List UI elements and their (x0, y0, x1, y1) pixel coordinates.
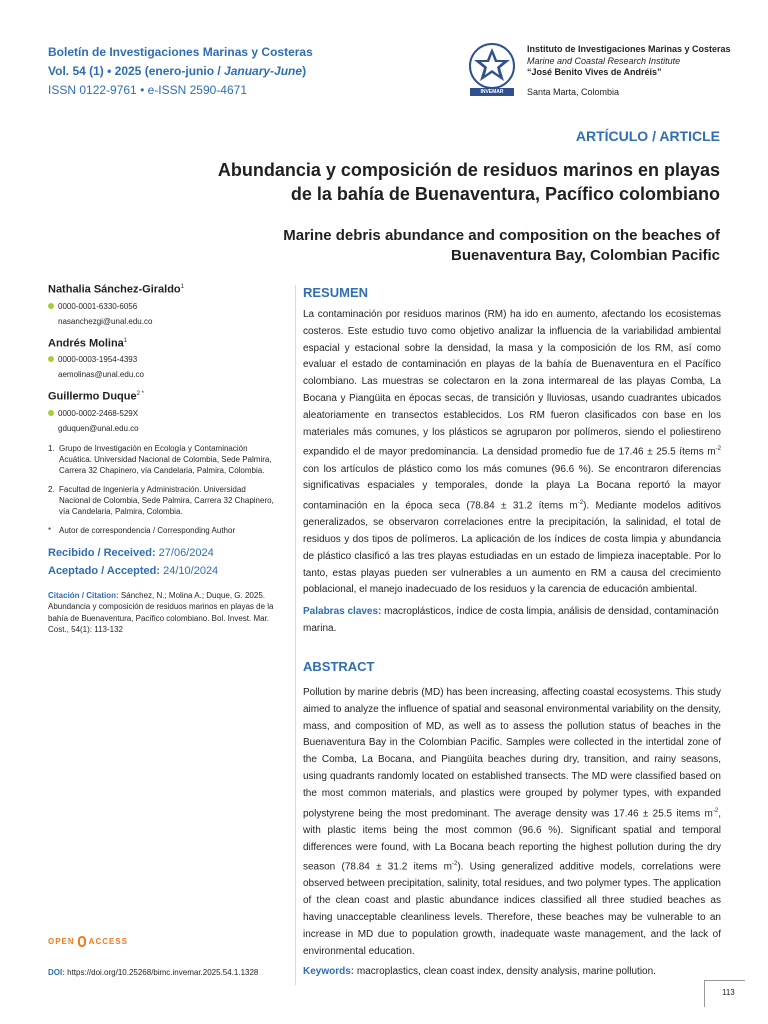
resumen-text: La contaminación por residuos marinos (RM) ha ido en aumento, afectando los ecosistemas costeros. Este estudio tuvo como objetivo analizar la influencia de la variabilidad ambiental espacial y estacional sobre la densidad, la masa y la composición de los RM, así como evaluar el estado de contaminación en playas de la bahía de Buenaventura en el Pacífico colombiano. Las muestras se colectaron en la zona intermareal de las playas Comba, La Bocana y Piangüita en épocas secas, de transición y lluviosas, usando cuadrantes ubicados aleatoriamente en transectos establecidos. Los RM fueron clasificados con base en los materiales más comunes, y los plásticos se agruparon por polímeros, siendo el poliestireno expandido el de mayor predominancia. La densidad promedio fue de 17.46 ± 25.5 ítems $m^{-2}$ con los artículos de plástico como los más comunes (96.6 %). Se encontraron diferencias significativas espaciales y temporales, donde la playa La Bocana reportó la mayor contaminación en la época seca (78.84 ± 31.2 ítems $m^{-2}$). Mediante modelos aditivos generalizados, se observaron correlaciones entre la precipitación, la salinidad, el total de residuos y dos tipos de polímeros. La aplicación de los índices de costa limpia y abundancia de plástico clasificó a las tres playas estudiadas en un estado de limpieza inaceptable. Por lo tanto, estas playas pueden ser vulnerables a un aumento en RM a causa del crecimiento poblacional, el manejo inadecuado de los residuos y la carencia de educación ambiental. (303, 309, 721, 596)
orcid-link[interactable]: 0000-0001-6330-6056 (58, 301, 138, 311)
affiliation: 1. Grupo de Investigación en Ecología y Contaminación Acuática. Universidad Nacional de Colombia, Sede Palmira, Carrera 32 Chapinero, vía Candelaria, Palmira, Colombia. (48, 443, 272, 475)
invemar-logo (466, 42, 518, 98)
page-number: 113 (722, 988, 735, 997)
title-spanish: Abundancia y composición de residuos marinos en playas de la bahía de Buenaventura, Pacífico colombiano (217, 160, 720, 204)
journal-volume: Vol. 54 (1) • 2025 (enero-junio / January-June) (48, 64, 307, 78)
author-block: Andrés Molina$^1$ 0000-0003-1954-4393 aemolinas@unal.edu.co (48, 336, 278, 381)
abstract-heading: ABSTRACT (303, 659, 375, 674)
author-column (48, 282, 278, 636)
journal-issn: ISSN 0122-9761 • e-ISSN 2590-4671 (48, 83, 247, 97)
journal-title: Boletín de Investigaciones Marinas y Costeras (48, 45, 313, 59)
author-name: Nathalia Sánchez-Giraldo (48, 283, 181, 296)
open-lock-icon (78, 936, 86, 947)
institute-city: Santa Marta, Colombia (527, 86, 620, 97)
title-english: Marine debris abundance and composition on the beaches of Buenaventura Bay, Colombian Pacific (283, 227, 720, 264)
doi-link[interactable]: https://doi.org/10.25268/bimc.invemar.2025.54.1.1328 (67, 968, 259, 977)
citation: Citación / Citation: Sánchez, N.; Molina A.; Duque, G. 2025. Abundancia y composición de residuos marinos en playas de la bahía de Buenaventura, Pacífico colombiano. Bol. Invest. Mar. Cost., 54(1): 113-132 (48, 590, 274, 635)
journal-header (48, 43, 313, 100)
resumen-heading: RESUMEN (303, 285, 369, 300)
institute-info (527, 44, 747, 98)
palabras-claves: Palabras claves: macroplásticos, índice de costa limpia, análisis de densidad, contaminación marina. (303, 606, 719, 634)
author-block: Guillermo Duque$^{2 *}$ 0000-0002-2468-529X gduquen@unal.edu.co (48, 389, 278, 434)
orcid-icon (48, 410, 54, 416)
author-name: Guillermo Duque (48, 390, 137, 403)
orcid-icon (48, 303, 54, 309)
affiliation: 2. Facultad de Ingeniería y Administración. Universidad Nacional de Colombia, Sede Palmira, Carrera 32 Chapinero, vía Candelaria, Palmira, Colombia. (48, 484, 274, 516)
open-access-badge: OPEN ACCESS (48, 937, 129, 946)
orcid-icon (48, 356, 54, 362)
author-name: Andrés Molina (48, 337, 124, 350)
orcid-link[interactable]: 0000-0003-1954-4393 (58, 355, 138, 365)
author-email[interactable]: gduquen@unal.edu.co (58, 423, 139, 433)
institute-name-es: Instituto de Investigaciones Marinas y Costeras (527, 44, 731, 54)
abstract-text: Pollution by marine debris (MD) has been increasing, affecting coastal ecosystems. This study aimed to analyze the influence of spatial and seasonal environmental variability on the density, mass, and composition of MD, as well as to assess the pollution status of beaches in the Buenaventura Bay in the Colombian Pacific. Samples were collected in the intertidal zone of the Comba, La Bocana, and Piangüita beaches during dry, transition, and rainy seasons, using quadrants randomly located on established transects. The MD were classified based on the most common materials, and plastics were grouped by polymer types, with expanded polystyrene being the most predominant. The average density was 17.46 ± 25.5 items $m^{-2}$, with plastic items being the most common (96.6 %). Significant spatial and temporal differences were found, with La Bocana beach reporting the highest pollution during the dry season (78.84 ± 31.2 items $m^{-2}$). Using generalized additive models, correlations were observed between precipitation, salinity, total residues, and two polymer types. The application of the clean coast and plastic abundance indices classified all three studied beaches as having unacceptable cleanliness levels. Therefore, these beaches may be vulnerable to an increase in MD due to population growth, inadequate waste management, and the lack of environmental education. (303, 687, 721, 957)
orcid-link[interactable]: 0000-0002-2468-529X (58, 408, 139, 418)
dates (48, 544, 278, 580)
logo-text: INVEMAR (480, 89, 504, 95)
keywords: Keywords: macroplastics, clean coast index, density analysis, marine pollution. (303, 966, 656, 977)
author-email[interactable]: aemolinas@unal.edu.co (58, 370, 144, 380)
received-date: Recibido / Received: 27/06/2024 (48, 546, 214, 559)
corresponding-note: * Autor de correspondencia / Corresponding Author (48, 525, 236, 535)
article-label: ARTÍCULO / ARTICLE (575, 128, 720, 144)
doi: DOI: https://doi.org/10.25268/bimc.invemar.2025.54.1.1328 (48, 968, 259, 977)
column-divider (295, 285, 296, 985)
institute-name-en: Marine and Coastal Research Institute (527, 55, 681, 66)
accepted-date: Aceptado / Accepted: 24/10/2024 (48, 564, 219, 577)
author-email[interactable]: nasanchezgi@unal.edu.co (58, 316, 153, 326)
author-block: Nathalia Sánchez-Giraldo$^1$ 0000-0001-6330-6056 nasanchezgi@unal.edu.co (48, 282, 278, 327)
institute-named-after: “José Benito Vives de Andréis” (527, 67, 662, 77)
